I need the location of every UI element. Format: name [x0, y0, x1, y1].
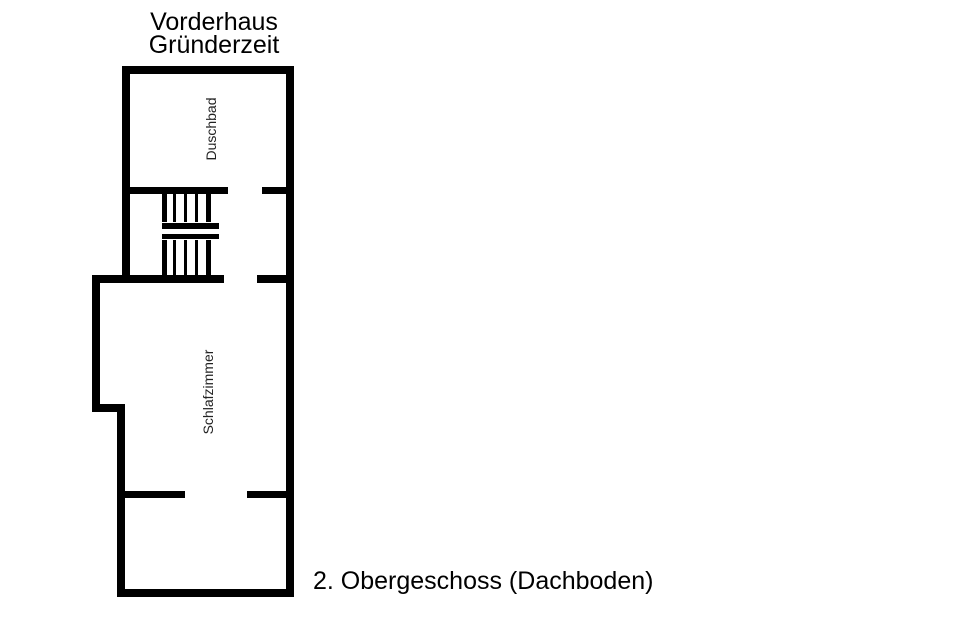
wall-stairwell-top-right-segment: [262, 187, 294, 194]
wall-outer-left-upper: [122, 66, 130, 283]
stair-landing-edge-bottom: [162, 234, 219, 239]
wall-stairwell-bottom-right-segment: [257, 275, 294, 283]
floor-caption: 2. Obergeschoss (Dachboden): [313, 567, 654, 595]
wall-outer-bottom: [117, 589, 294, 597]
wall-bedroom-bottom-right-segment: [247, 491, 286, 498]
wall-stairwell-bottom-left-segment: [92, 275, 224, 283]
plan-title-line2: Gründerzeit: [148, 31, 280, 59]
stair-landing-edge-top: [162, 223, 219, 229]
room-label-schlafzimmer: Schlafzimmer: [200, 349, 216, 435]
wall-outer-left-lower: [117, 404, 125, 597]
room-label-duschbad: Duschbad: [203, 97, 219, 161]
plan-title-line1: Vorderhaus: [150, 8, 278, 36]
wall-outer-notch-left: [92, 275, 100, 412]
plan-title: [104, 8, 324, 59]
wall-outer-right: [286, 66, 294, 597]
wall-bedroom-bottom-left-segment: [125, 491, 185, 498]
